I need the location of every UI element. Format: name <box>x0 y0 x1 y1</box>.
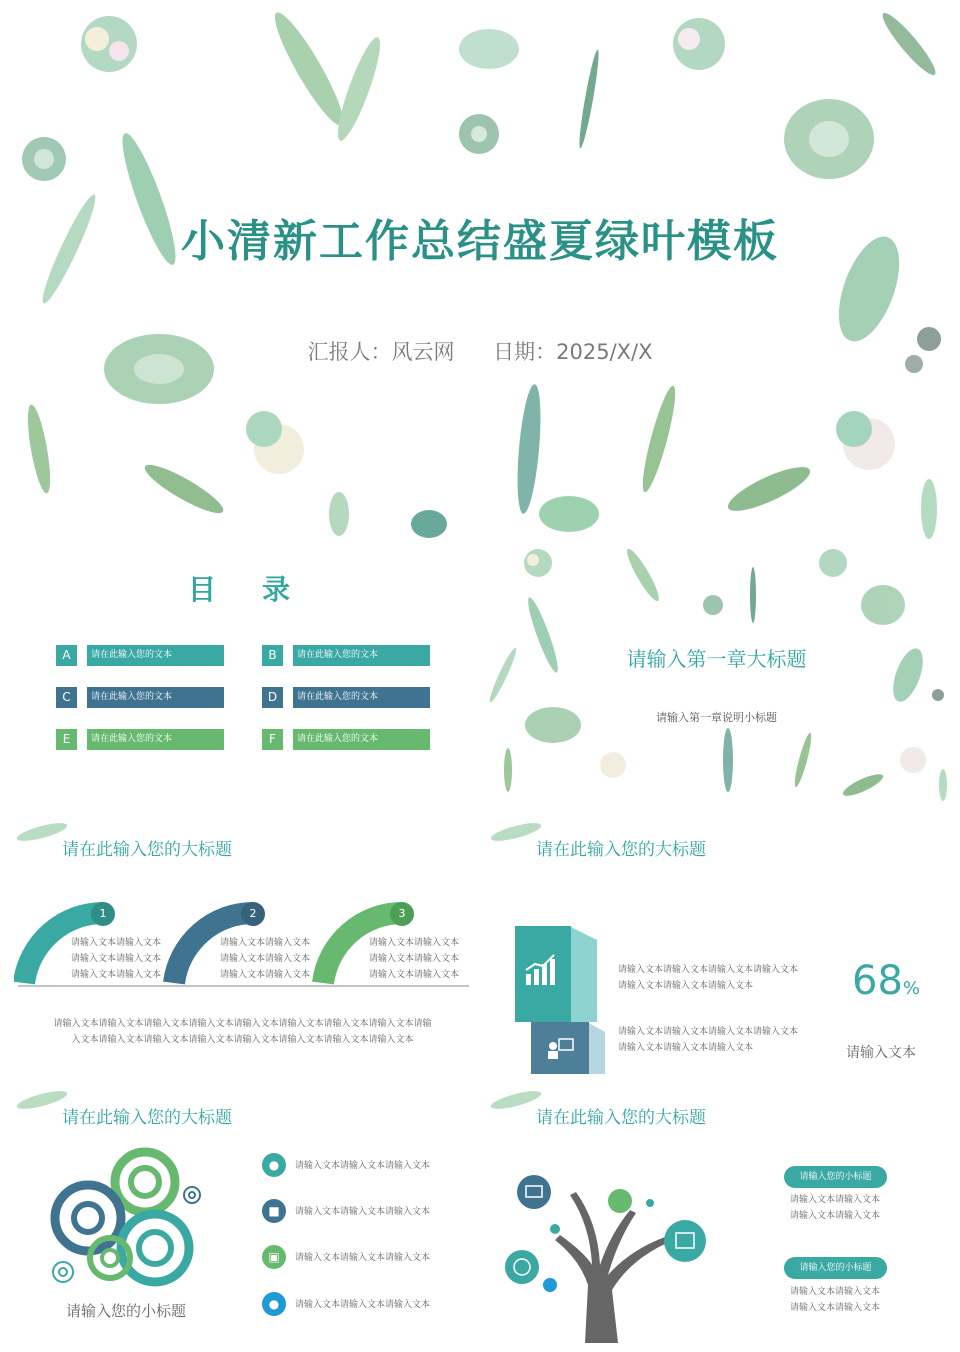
chapter-subtitle: 请输入第一章说明小标题 <box>656 711 777 724</box>
toc-title-b: 录 <box>262 573 293 606</box>
toc-letter: A <box>56 645 77 666</box>
percent-value <box>852 958 920 1004</box>
tree-line: 请输入文本请输入文本 <box>790 1287 881 1297</box>
percent-label: 请输入文本 <box>846 1045 916 1061</box>
toc-item-d[interactable] <box>262 687 432 708</box>
box-line: 请输入文本请输入文本请输入文本请输入文本 <box>618 965 799 975</box>
toc-item-text: 请在此输入您的文本 <box>293 729 430 750</box>
list-item: 请输入文本请输入文本请输入文本 <box>295 1300 431 1310</box>
tree-pill-2: 请输入您的小标题 <box>784 1257 887 1279</box>
step-line: 请输入文本请输入文本 <box>71 954 162 964</box>
toc-letter: C <box>56 687 77 708</box>
toc-item-e[interactable] <box>56 729 226 750</box>
body-text <box>20 1016 465 1048</box>
percent-sign: % <box>902 978 921 999</box>
box-line: 请输入文本请输入文本请输入文本 <box>618 1043 754 1053</box>
section-title: 请在此输入您的大标题 <box>536 840 706 860</box>
toc-item-a[interactable] <box>56 645 226 666</box>
step-badge: 3 <box>390 902 414 926</box>
step-line: 请输入文本请输入文本 <box>369 938 460 948</box>
step-line: 请输入文本请输入文本 <box>220 938 311 948</box>
tree-line: 请输入文本请输入文本 <box>790 1211 881 1221</box>
toc-letter: D <box>262 687 283 708</box>
cover-title: 小清新工作总结盛夏绿叶模板 <box>181 216 779 267</box>
toc-item-b[interactable] <box>262 645 432 666</box>
list-item: 请输入文本请输入文本请输入文本 <box>295 1161 431 1171</box>
tree-line: 请输入文本请输入文本 <box>790 1195 881 1205</box>
rings-caption: 请输入您的小标题 <box>66 1302 187 1320</box>
section-title: 请在此输入您的大标题 <box>62 1108 232 1128</box>
section-title: 请在此输入您的大标题 <box>62 840 232 860</box>
monitor-icon: ▣ <box>262 1245 286 1269</box>
toc-item-text: 请在此输入您的文本 <box>293 687 430 708</box>
chapter-leaf-decoration <box>483 545 950 807</box>
list-item: 请输入文本请输入文本请输入文本 <box>295 1253 431 1263</box>
step-text <box>71 935 161 983</box>
box-line: 请输入文本请输入文本请输入文本请输入文本 <box>618 1027 799 1037</box>
body-line: 请输入文本请输入文本请输入文本请输入文本请输入文本请输入文本请输入文本请输入文本请输 <box>53 1019 432 1029</box>
cover-reporter: 汇报人：风云网 <box>307 340 455 364</box>
chapter-slide <box>483 545 950 807</box>
tree-graphic <box>500 1165 730 1345</box>
toc-item-text: 请在此输入您的文本 <box>293 645 430 666</box>
team-icon: ● <box>262 1153 286 1177</box>
box-line: 请输入文本请输入文本请输入文本 <box>618 981 754 991</box>
step-text <box>220 935 310 983</box>
presenter-icon <box>545 1036 575 1062</box>
tree-text-1 <box>790 1192 880 1224</box>
tree-text-2 <box>790 1284 880 1316</box>
rings-graphic <box>45 1140 205 1290</box>
toc-title <box>0 568 480 608</box>
step-badge: 1 <box>91 902 115 926</box>
section-title: 请在此输入您的大标题 <box>536 1108 706 1128</box>
cover-subtitle <box>9 336 950 366</box>
step-line: 请输入文本请输入文本 <box>369 970 460 980</box>
cover-leaf-decoration <box>9 9 950 539</box>
toc-letter: F <box>262 729 283 750</box>
tree-pill-1: 请输入您的小标题 <box>784 1166 887 1188</box>
step-line: 请输入文本请输入文本 <box>220 970 311 980</box>
cover-slide <box>9 9 950 539</box>
step-line: 请输入文本请输入文本 <box>369 954 460 964</box>
toc-item-text: 请在此输入您的文本 <box>87 729 224 750</box>
growth-chart-icon <box>523 952 559 988</box>
step-line: 请输入文本请输入文本 <box>71 970 162 980</box>
list-item: 请输入文本请输入文本请输入文本 <box>295 1207 431 1217</box>
lightbulb-icon: ● <box>262 1292 286 1316</box>
step-line: 请输入文本请输入文本 <box>220 954 311 964</box>
tree-line: 请输入文本请输入文本 <box>790 1303 881 1313</box>
box-text-2 <box>618 1024 798 1056</box>
toc-title-a: 目 <box>187 573 218 606</box>
cover-date: 日期：2025/X/X <box>493 340 653 364</box>
toc-item-text: 请在此输入您的文本 <box>87 687 224 708</box>
box-text-1 <box>618 962 798 994</box>
chapter-title: 请输入第一章大标题 <box>626 647 807 671</box>
toc-letter: E <box>56 729 77 750</box>
step-line: 请输入文本请输入文本 <box>71 938 162 948</box>
briefcase-icon: ■ <box>262 1199 286 1223</box>
toc-item-c[interactable] <box>56 687 226 708</box>
toc-letter: B <box>262 645 283 666</box>
step-text <box>369 935 459 983</box>
percent-number: 68 <box>852 958 903 1004</box>
step-badge: 2 <box>241 902 265 926</box>
body-line: 入文本请输入文本请输入文本请输入文本请输入文本请输入文本请输入文本请输入文本 <box>71 1035 414 1045</box>
toc-item-text: 请在此输入您的文本 <box>87 645 224 666</box>
toc-item-f[interactable] <box>262 729 432 750</box>
